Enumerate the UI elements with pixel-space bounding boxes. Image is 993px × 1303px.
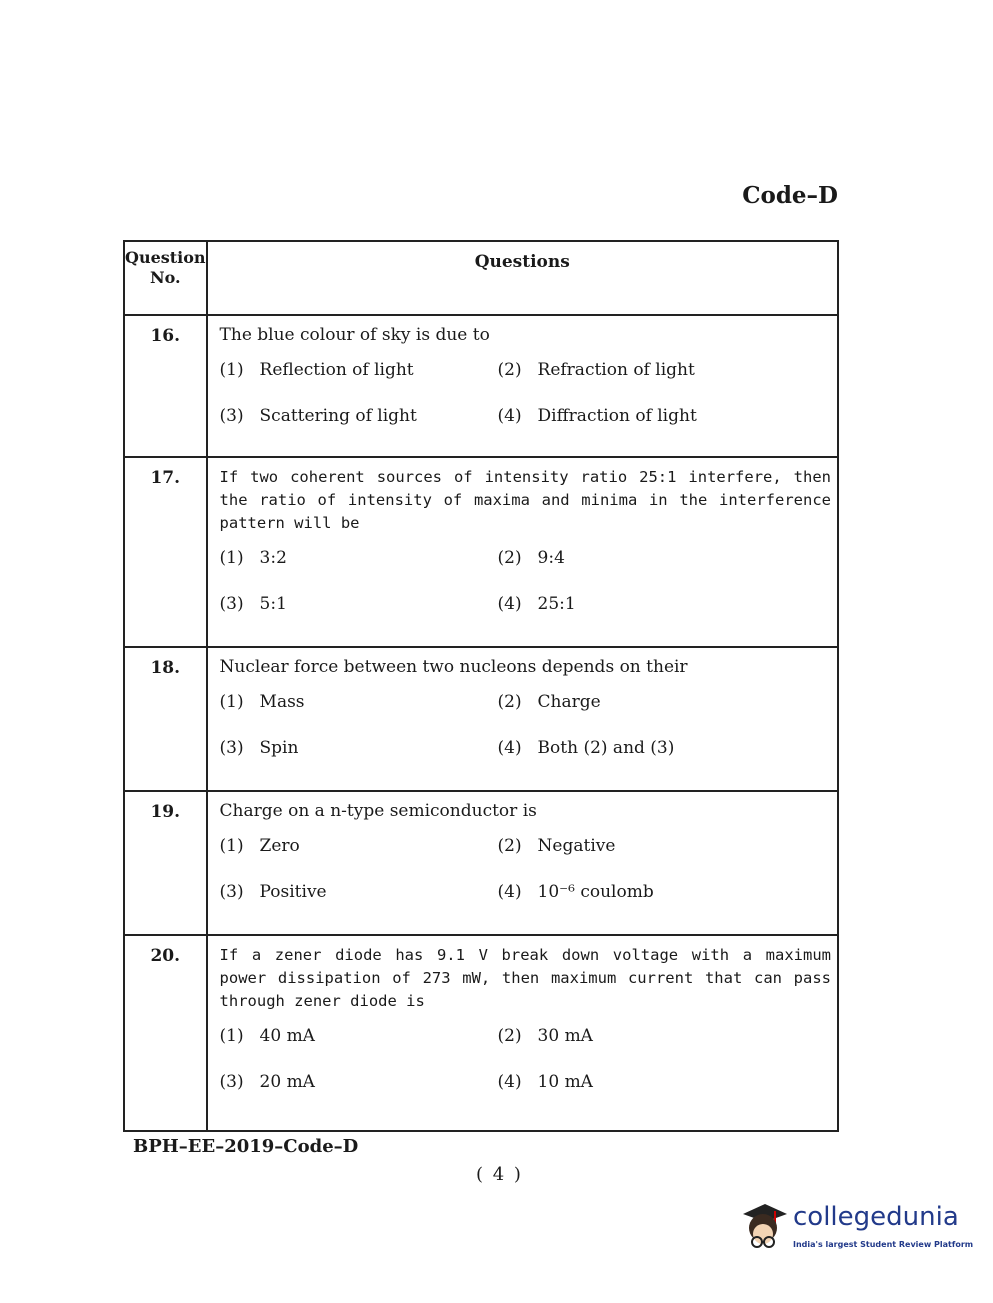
option-number: (3)	[219, 738, 244, 758]
question-number: 18.	[124, 647, 207, 791]
options-grid	[220, 835, 831, 904]
option-text: Charge	[537, 692, 601, 712]
question-row	[124, 457, 838, 647]
option	[220, 1071, 498, 1094]
option	[220, 835, 498, 858]
option-number: (4)	[497, 882, 522, 902]
option-text: 25:1	[537, 594, 576, 614]
question-number: 20.	[124, 935, 207, 1131]
option-number: (4)	[497, 738, 522, 758]
page-number: ( 4 )	[476, 1164, 523, 1185]
option-number: (2)	[497, 1026, 522, 1046]
option	[220, 405, 498, 428]
options-grid	[220, 359, 831, 428]
table-header-row	[124, 241, 838, 315]
mascot-icon	[735, 1198, 791, 1254]
option	[498, 593, 831, 616]
option-text: 20 mA	[259, 1072, 315, 1092]
option	[220, 1025, 498, 1048]
option	[498, 737, 831, 760]
question-row	[124, 647, 838, 791]
option	[220, 359, 498, 382]
option-number: (2)	[497, 360, 522, 380]
question-body	[207, 791, 838, 935]
option	[498, 1025, 831, 1048]
question-body	[207, 315, 838, 457]
option	[498, 359, 831, 382]
option	[220, 737, 498, 760]
option	[498, 835, 831, 858]
collegedunia-watermark	[735, 1198, 974, 1258]
option-text: 10⁻⁶ coulomb	[537, 882, 654, 902]
option-text: Negative	[537, 836, 616, 856]
option-text: Spin	[259, 738, 299, 758]
question-number: 17.	[124, 457, 207, 647]
option-text: Reflection of light	[259, 360, 414, 380]
paper-code-label: Code–D	[742, 182, 838, 209]
option-number: (1)	[219, 836, 244, 856]
option-text: 40 mA	[259, 1026, 315, 1046]
question-text: If a zener diode has 9.1 V break down voltage with a maximum power dissipation of 273 mW, then maximum current that can pass through zener diode is	[219, 946, 831, 1010]
option	[220, 547, 498, 570]
option-text: 30 mA	[537, 1026, 593, 1046]
option-number: (1)	[219, 1026, 244, 1046]
question-text: Nuclear force between two nucleons depends on their	[219, 657, 688, 677]
option-text: Both (2) and (3)	[537, 738, 675, 758]
option	[498, 691, 831, 714]
option-number: (4)	[497, 594, 522, 614]
option	[498, 405, 831, 428]
brand-tagline: India's largest Student Review Platform	[793, 1240, 974, 1249]
questions-header: Questions	[207, 241, 838, 315]
option	[498, 1071, 831, 1094]
option-number: (3)	[219, 406, 244, 426]
question-row	[124, 935, 838, 1131]
question-number: 16.	[124, 315, 207, 457]
option-text: 3:2	[259, 548, 287, 568]
option	[220, 691, 498, 714]
option-number: (3)	[219, 882, 244, 902]
option	[220, 593, 498, 616]
brand-name: collegedunia	[793, 1202, 959, 1232]
question-text: The blue colour of sky is due to	[219, 325, 490, 345]
question-row	[124, 315, 838, 457]
option-text: Refraction of light	[537, 360, 695, 380]
option-number: (3)	[219, 1072, 244, 1092]
questions-table	[123, 240, 839, 1132]
options-grid	[220, 691, 831, 760]
question-text: If two coherent sources of intensity ratio 25:1 interfere, then the ratio of intensity of maxima and minima in the interference pattern will be	[219, 468, 831, 532]
options-grid	[220, 1025, 831, 1094]
option-text: Mass	[259, 692, 305, 712]
option	[498, 547, 831, 570]
footer-paper-code: BPH–EE–2019–Code–D	[133, 1136, 359, 1157]
question-body	[207, 457, 838, 647]
options-grid	[220, 547, 831, 616]
option-text: 5:1	[259, 594, 287, 614]
option-number: (2)	[497, 692, 522, 712]
option	[498, 881, 831, 904]
question-body	[207, 647, 838, 791]
option-number: (4)	[497, 1072, 522, 1092]
option-number: (1)	[219, 692, 244, 712]
option-number: (2)	[497, 548, 522, 568]
option	[220, 881, 498, 904]
option-number: (2)	[497, 836, 522, 856]
question-no-header: Question No.	[124, 241, 207, 315]
option-text: Zero	[259, 836, 300, 856]
question-number: 19.	[124, 791, 207, 935]
question-row	[124, 791, 838, 935]
option-number: (3)	[219, 594, 244, 614]
option-text: Positive	[259, 882, 327, 902]
option-text: 10 mA	[537, 1072, 593, 1092]
option-number: (4)	[497, 406, 522, 426]
option-text: Scattering of light	[259, 406, 417, 426]
option-number: (1)	[219, 360, 244, 380]
option-text: Diffraction of light	[537, 406, 697, 426]
option-text: 9:4	[537, 548, 565, 568]
option-number: (1)	[219, 548, 244, 568]
question-body	[207, 935, 838, 1131]
question-text: Charge on a n-type semiconductor is	[219, 801, 537, 821]
